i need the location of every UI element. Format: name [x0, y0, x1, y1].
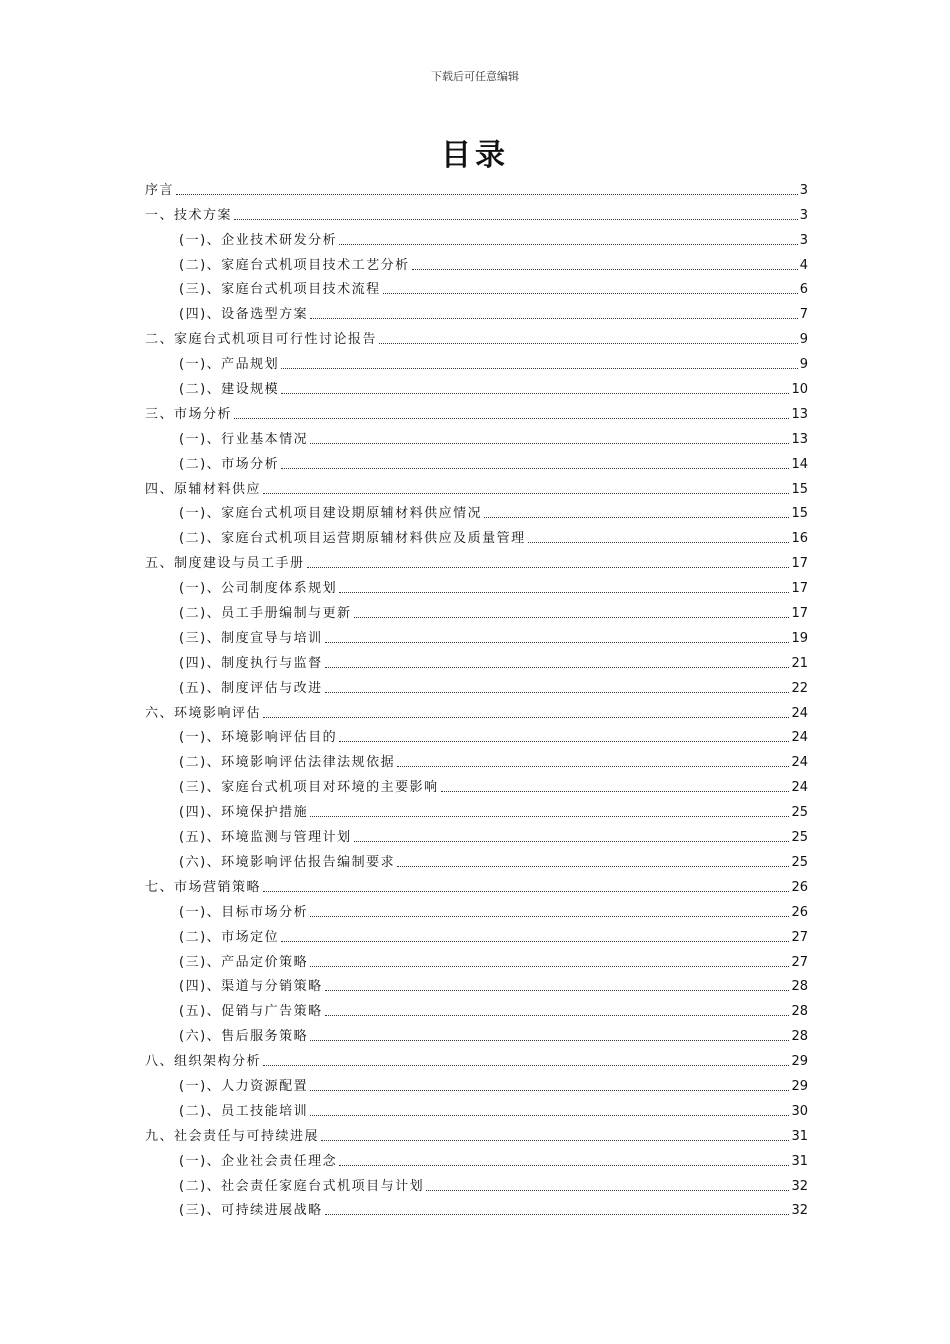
toc-entry[interactable] — [145, 473, 808, 498]
toc-dot-leader — [263, 717, 789, 718]
toc-entry-label: (三)、家庭台式机项目技术流程 — [179, 282, 381, 298]
toc-entry[interactable] — [145, 547, 808, 572]
toc-entry-label: (一)、产品规划 — [179, 357, 280, 373]
toc-dot-leader — [397, 766, 789, 767]
toc-entry-page: 9 — [799, 357, 808, 373]
toc-dot-leader — [484, 517, 789, 518]
toc-entry[interactable] — [145, 373, 808, 398]
toc-dot-leader — [281, 393, 789, 394]
toc-entry-page: 17 — [791, 606, 808, 622]
toc-entry[interactable] — [145, 1070, 808, 1095]
toc-entry[interactable] — [145, 1095, 808, 1120]
toc-entry-label: (一)、行业基本情况 — [179, 431, 309, 447]
toc-entry-label: (一)、公司制度体系规划 — [179, 581, 338, 597]
toc-entry[interactable] — [145, 722, 808, 747]
toc-entry-page: 13 — [791, 431, 808, 447]
toc-entry[interactable] — [145, 746, 808, 771]
toc-entry-label: 三、市场分析 — [145, 406, 233, 422]
toc-dot-leader — [310, 1090, 789, 1091]
toc-entry[interactable] — [145, 1195, 808, 1220]
toc-entry-page: 32 — [791, 1203, 808, 1219]
toc-entry-label: (二)、环境影响评估法律法规依据 — [179, 755, 396, 771]
toc-entry-label: (三)、制度宣导与培训 — [179, 630, 323, 646]
toc-entry[interactable] — [145, 796, 808, 821]
toc-entry[interactable] — [145, 274, 808, 299]
toc-entry-label: 六、环境影响评估 — [145, 705, 262, 721]
toc-entry-page: 24 — [791, 755, 808, 771]
toc-entry[interactable] — [145, 1170, 808, 1195]
toc-dot-leader — [176, 194, 798, 195]
toc-dot-leader — [263, 493, 789, 494]
toc-entry[interactable] — [145, 1020, 808, 1045]
toc-entry-page: 24 — [791, 705, 808, 721]
toc-entry-label: 二、家庭台式机项目可行性讨论报告 — [145, 332, 378, 348]
toc-entry-page: 31 — [791, 1153, 808, 1169]
toc-entry-page: 14 — [791, 456, 808, 472]
toc-entry-label: (二)、社会责任家庭台式机项目与计划 — [179, 1178, 425, 1194]
toc-entry[interactable] — [145, 871, 808, 896]
toc-dot-leader — [426, 1190, 789, 1191]
toc-entry-label: 七、市场营销策略 — [145, 879, 262, 895]
toc-entry[interactable] — [145, 249, 808, 274]
header-note: 下载后可任意编辑 — [431, 70, 519, 83]
toc-entry-page: 31 — [791, 1128, 808, 1144]
table-of-contents — [145, 174, 808, 1219]
toc-dot-leader — [339, 741, 789, 742]
toc-dot-leader — [325, 642, 790, 643]
toc-entry[interactable] — [145, 572, 808, 597]
toc-entry-label: (四)、制度执行与监督 — [179, 655, 323, 671]
toc-dot-leader — [263, 891, 789, 892]
toc-entry-page: 32 — [791, 1178, 808, 1194]
toc-entry-label: 四、原辅材料供应 — [145, 481, 262, 497]
toc-dot-leader — [310, 1115, 789, 1116]
toc-entry-page: 25 — [791, 830, 808, 846]
toc-entry-page: 10 — [791, 382, 808, 398]
toc-dot-leader — [281, 941, 789, 942]
toc-dot-leader — [325, 667, 790, 668]
toc-entry-page: 25 — [791, 854, 808, 870]
toc-entry[interactable] — [145, 946, 808, 971]
toc-dot-leader — [321, 1140, 789, 1141]
toc-entry-label: 九、社会责任与可持续进展 — [145, 1128, 320, 1144]
toc-entry-page: 25 — [791, 805, 808, 821]
toc-entry-page: 15 — [791, 506, 808, 522]
toc-dot-leader — [281, 468, 789, 469]
toc-entry-label: (三)、可持续进展战略 — [179, 1203, 323, 1219]
toc-entry-page: 3 — [799, 182, 808, 198]
toc-dot-leader — [281, 368, 798, 369]
toc-entry[interactable] — [145, 921, 808, 946]
toc-dot-leader — [354, 617, 790, 618]
toc-dot-leader — [528, 542, 790, 543]
toc-entry-label: (五)、促销与广告策略 — [179, 1004, 323, 1020]
toc-entry-page: 3 — [799, 207, 808, 223]
toc-entry-label: 五、制度建设与员工手册 — [145, 556, 305, 572]
toc-entry-label: 八、组织架构分析 — [145, 1054, 262, 1070]
toc-dot-leader — [441, 791, 790, 792]
toc-dot-leader — [325, 1015, 790, 1016]
toc-entry[interactable] — [145, 896, 808, 921]
toc-entry[interactable] — [145, 1120, 808, 1145]
toc-entry-page: 27 — [791, 954, 808, 970]
toc-entry-page: 9 — [799, 332, 808, 348]
toc-entry-label: (二)、建设规模 — [179, 382, 280, 398]
toc-entry-label: (一)、企业社会责任理念 — [179, 1153, 338, 1169]
toc-entry-page: 3 — [799, 232, 808, 248]
toc-entry-label: (三)、产品定价策略 — [179, 954, 309, 970]
toc-entry[interactable] — [145, 423, 808, 448]
toc-entry[interactable] — [145, 995, 808, 1020]
toc-entry[interactable] — [145, 672, 808, 697]
toc-entry-page: 17 — [791, 581, 808, 597]
toc-entry-label: 序言 — [145, 182, 175, 198]
toc-entry-label: (一)、环境影响评估目的 — [179, 730, 338, 746]
toc-entry-page: 16 — [791, 531, 808, 547]
toc-entry[interactable] — [145, 448, 808, 473]
toc-dot-leader — [339, 592, 789, 593]
toc-dot-leader — [310, 816, 789, 817]
toc-entry-label: (二)、家庭台式机项目运营期原辅材料供应及质量管理 — [179, 531, 526, 547]
toc-dot-leader — [325, 692, 790, 693]
toc-entry-label: (五)、制度评估与改进 — [179, 680, 323, 696]
toc-entry-label: 一、技术方案 — [145, 207, 233, 223]
toc-entry-label: (三)、家庭台式机项目对环境的主要影响 — [179, 780, 439, 796]
toc-entry-page: 26 — [791, 879, 808, 895]
toc-entry-label: (二)、家庭台式机项目技术工艺分析 — [179, 257, 410, 273]
toc-entry[interactable] — [145, 1145, 808, 1170]
toc-entry-label: (四)、设备选型方案 — [179, 307, 309, 323]
toc-entry[interactable] — [145, 199, 808, 224]
toc-entry[interactable] — [145, 821, 808, 846]
toc-dot-leader — [310, 318, 798, 319]
toc-entry-label: (一)、人力资源配置 — [179, 1078, 309, 1094]
toc-entry-label: (一)、家庭台式机项目建设期原辅材料供应情况 — [179, 506, 483, 522]
toc-entry[interactable] — [145, 971, 808, 996]
toc-dot-leader — [383, 293, 798, 294]
toc-entry-label: (四)、环境保护措施 — [179, 805, 309, 821]
toc-entry-label: (二)、员工手册编制与更新 — [179, 606, 352, 622]
toc-entry-label: (二)、市场定位 — [179, 929, 280, 945]
toc-entry[interactable] — [145, 647, 808, 672]
toc-entry[interactable] — [145, 522, 808, 547]
toc-title: 目录 — [441, 138, 509, 173]
toc-dot-leader — [310, 1040, 789, 1041]
toc-entry-label: (二)、市场分析 — [179, 456, 280, 472]
toc-entry-page: 6 — [799, 282, 808, 298]
toc-entry-label: (四)、渠道与分销策略 — [179, 979, 323, 995]
toc-entry-page: 15 — [791, 481, 808, 497]
toc-entry-label: (六)、售后服务策略 — [179, 1029, 309, 1045]
toc-dot-leader — [339, 1165, 789, 1166]
toc-entry-page: 30 — [791, 1103, 808, 1119]
toc-entry[interactable] — [145, 597, 808, 622]
toc-entry[interactable] — [145, 298, 808, 323]
toc-dot-leader — [310, 966, 789, 967]
toc-entry[interactable] — [145, 348, 808, 373]
toc-entry-page: 29 — [791, 1054, 808, 1070]
toc-entry[interactable] — [145, 1045, 808, 1070]
toc-entry-page: 24 — [791, 780, 808, 796]
toc-entry[interactable] — [145, 398, 808, 423]
toc-entry-page: 24 — [791, 730, 808, 746]
toc-dot-leader — [397, 866, 789, 867]
toc-entry[interactable] — [145, 622, 808, 647]
toc-dot-leader — [234, 418, 789, 419]
toc-entry-page: 26 — [791, 904, 808, 920]
toc-entry-label: (一)、目标市场分析 — [179, 904, 309, 920]
toc-entry-page: 17 — [791, 556, 808, 572]
toc-entry-page: 21 — [791, 655, 808, 671]
toc-entry[interactable] — [145, 846, 808, 871]
toc-dot-leader — [354, 841, 790, 842]
toc-entry-page: 4 — [799, 257, 808, 273]
toc-dot-leader — [310, 916, 789, 917]
toc-dot-leader — [412, 269, 798, 270]
toc-entry[interactable] — [145, 498, 808, 523]
toc-entry-label: (一)、企业技术研发分析 — [179, 232, 338, 248]
toc-entry-page: 29 — [791, 1078, 808, 1094]
toc-entry[interactable] — [145, 224, 808, 249]
toc-entry-page: 22 — [791, 680, 808, 696]
toc-entry-page: 28 — [791, 1029, 808, 1045]
toc-dot-leader — [263, 1065, 789, 1066]
toc-entry-page: 7 — [799, 307, 808, 323]
toc-dot-leader — [325, 990, 790, 991]
toc-entry-page: 27 — [791, 929, 808, 945]
toc-entry-page: 28 — [791, 979, 808, 995]
toc-dot-leader — [234, 219, 798, 220]
toc-entry-label: (五)、环境监测与管理计划 — [179, 830, 352, 846]
toc-entry-page: 28 — [791, 1004, 808, 1020]
toc-entry-label: (六)、环境影响评估报告编制要求 — [179, 854, 396, 870]
toc-dot-leader — [339, 244, 798, 245]
toc-dot-leader — [310, 443, 789, 444]
toc-entry-page: 13 — [791, 406, 808, 422]
toc-entry[interactable] — [145, 323, 808, 348]
toc-entry-page: 19 — [791, 630, 808, 646]
toc-dot-leader — [379, 343, 798, 344]
toc-entry[interactable] — [145, 697, 808, 722]
toc-entry[interactable] — [145, 174, 808, 199]
toc-dot-leader — [325, 1214, 790, 1215]
toc-entry[interactable] — [145, 771, 808, 796]
toc-entry-label: (二)、员工技能培训 — [179, 1103, 309, 1119]
toc-dot-leader — [307, 567, 790, 568]
